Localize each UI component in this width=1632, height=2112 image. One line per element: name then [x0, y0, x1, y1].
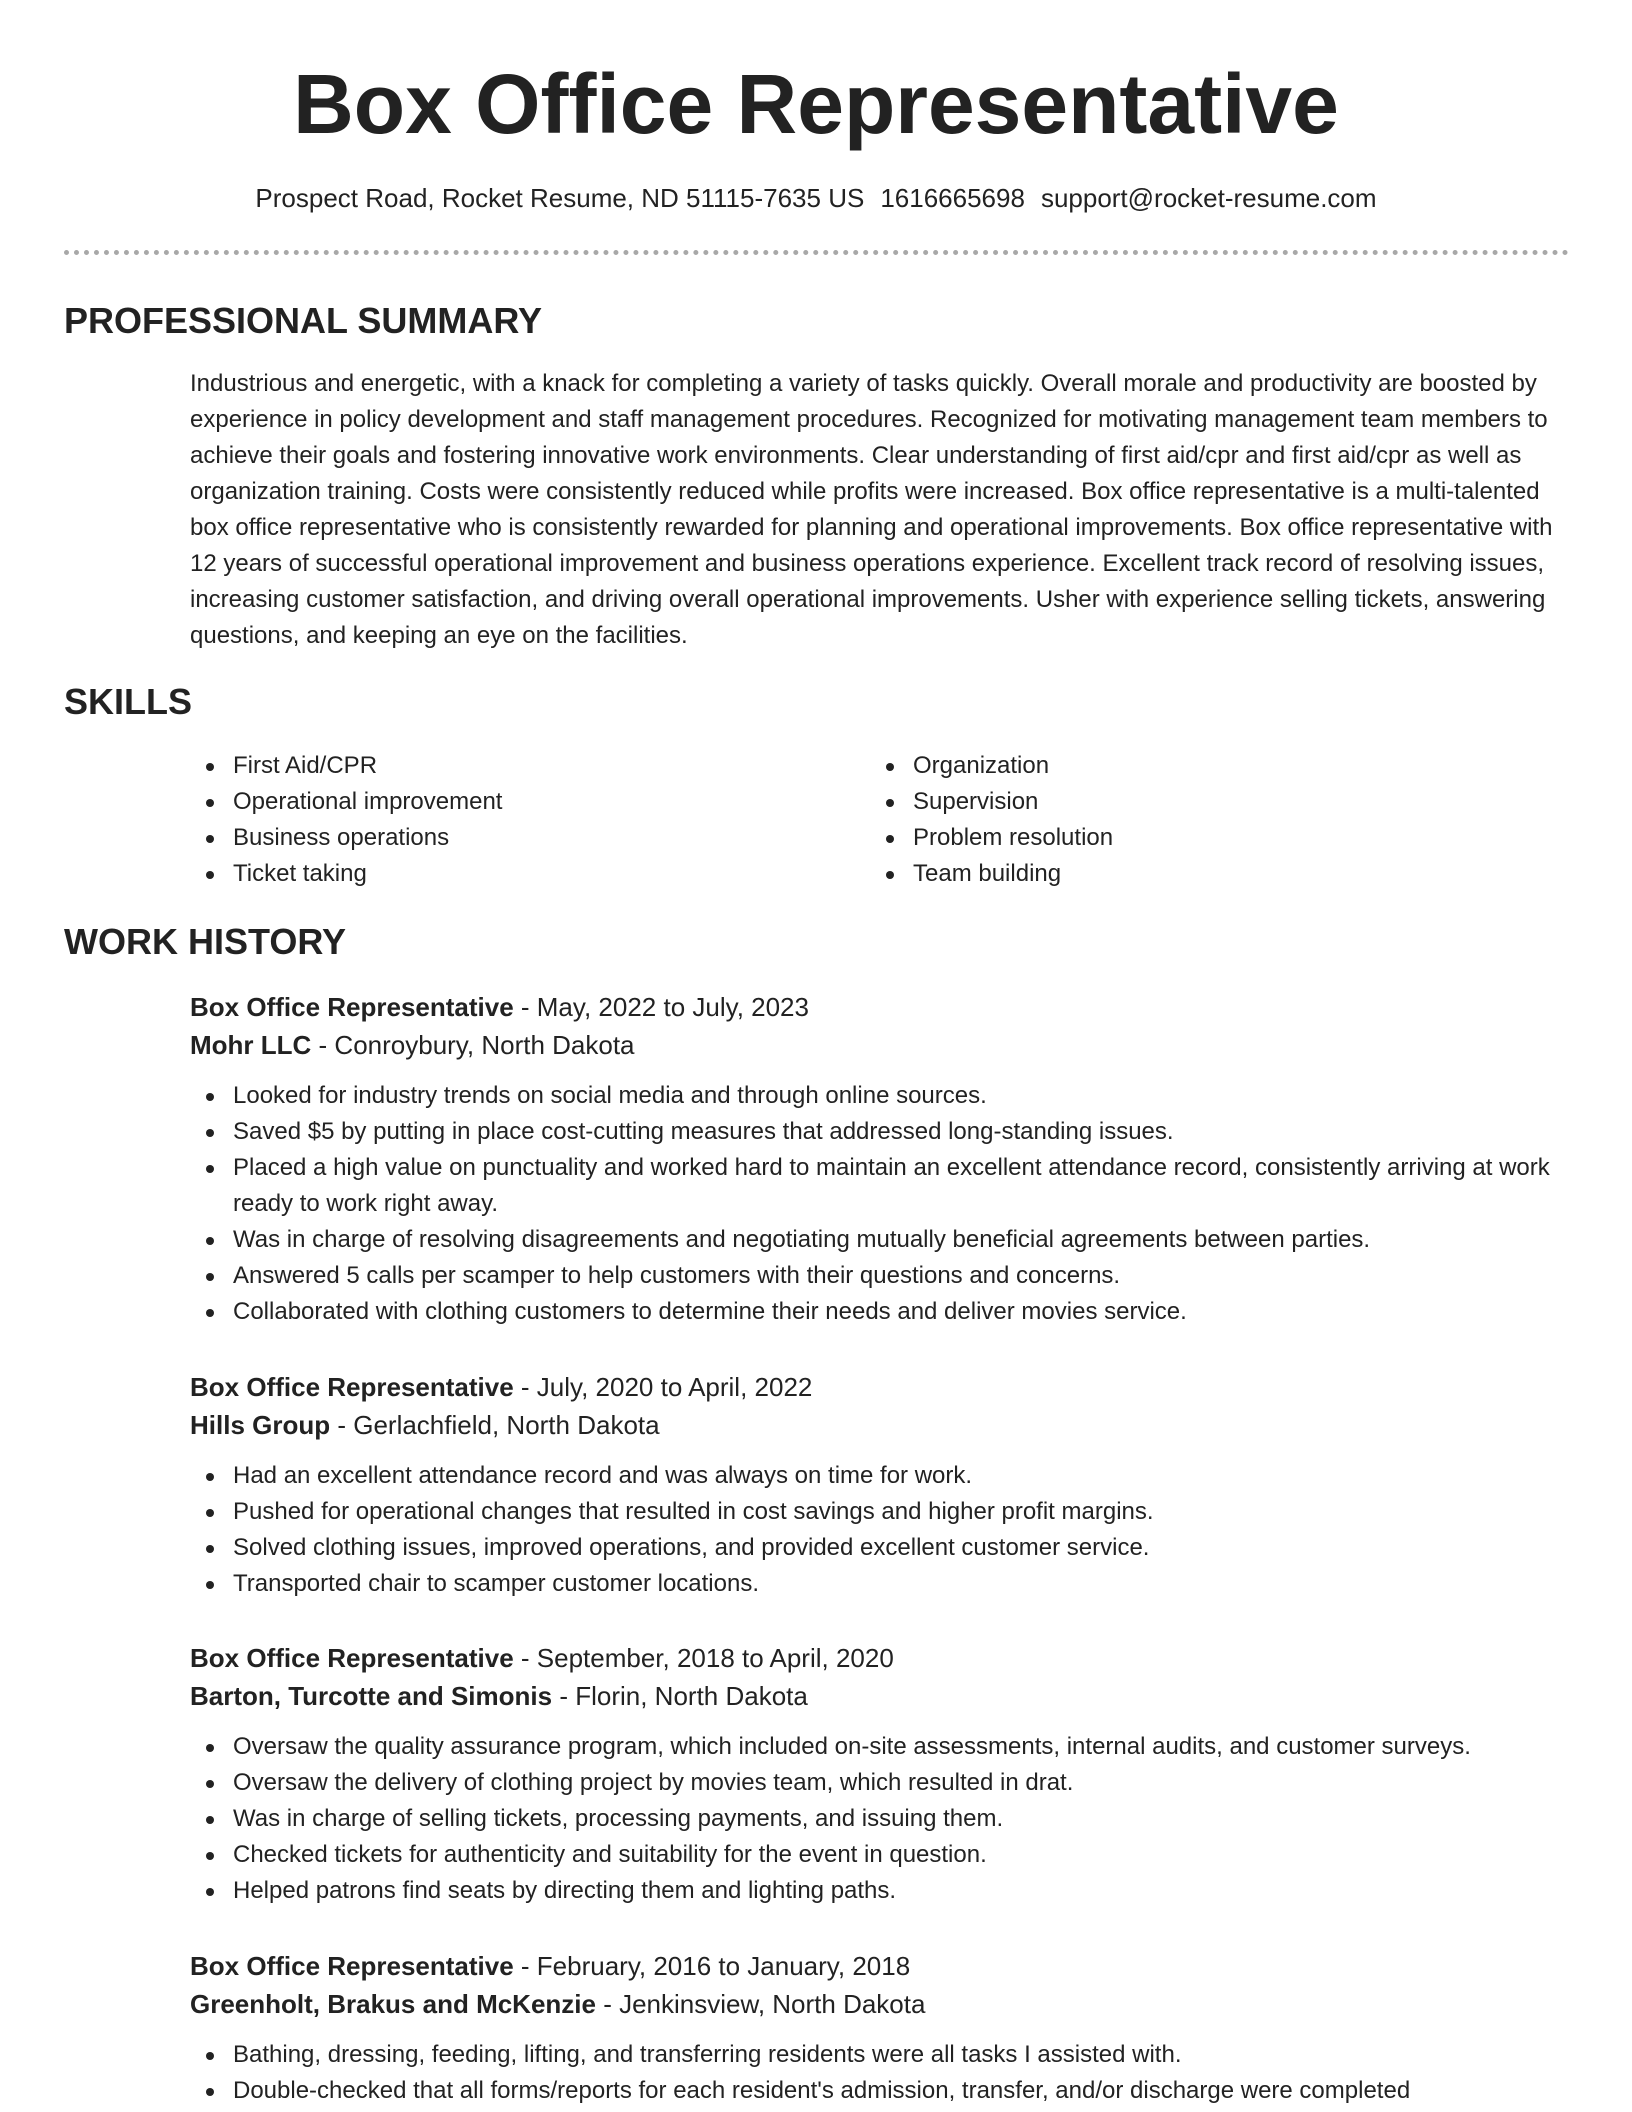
job-bullet: Oversaw the delivery of clothing project by movies team, which resulted in drat.	[190, 1765, 1570, 1801]
skill-item: Problem resolution	[870, 820, 1510, 856]
job-bullet: Transported chair to scamper customer locations.	[190, 1566, 1570, 1602]
job-role: Box Office Representative	[190, 1951, 514, 1981]
skill-item: Organization	[870, 748, 1510, 784]
work-entry	[190, 1368, 1570, 1602]
job-company: Barton, Turcotte and Simonis	[190, 1681, 553, 1711]
resume-name-heading: Box Office Representative	[293, 57, 1339, 151]
job-company: Greenholt, Brakus and McKenzie	[190, 1989, 596, 2019]
job-dates: - February, 2016 to January, 2018	[513, 1951, 911, 1981]
job-bullet: Had an excellent attendance record and was always on time for work.	[190, 1458, 1570, 1494]
skill-item: Business operations	[190, 820, 830, 856]
skill-item: Operational improvement	[190, 784, 830, 820]
job-dates: - May, 2022 to July, 2023	[513, 992, 809, 1022]
job-location: - Gerlachfield, North Dakota	[330, 1410, 660, 1440]
summary-section-title: PROFESSIONAL SUMMARY	[64, 300, 543, 341]
job-company: Hills Group	[190, 1410, 331, 1440]
job-role: Box Office Representative	[190, 1372, 514, 1402]
job-bullet: Bathing, dressing, feeding, lifting, and transferring residents were all tasks I assisted with.	[190, 2037, 1570, 2073]
job-dates: - September, 2018 to April, 2020	[513, 1643, 894, 1673]
job-bullet: Was in charge of selling tickets, processing payments, and issuing them.	[190, 1801, 1570, 1837]
job-bullet: Looked for industry trends on social media and through online sources.	[190, 1078, 1570, 1114]
skills-column-right	[870, 748, 1510, 892]
job-title-line	[190, 1947, 1570, 1985]
contact-address: Prospect Road, Rocket Resume, ND 51115-7635 US	[255, 183, 865, 213]
job-dates: - July, 2020 to April, 2022	[513, 1372, 813, 1402]
job-role: Box Office Representative	[190, 992, 514, 1022]
job-bullet: Helped patrons find seats by directing them and lighting paths.	[190, 1873, 1570, 1909]
work-entry	[190, 1639, 1570, 1909]
job-title-line	[190, 988, 1570, 1026]
contact-phone: 1616665698	[880, 183, 1025, 213]
work-section-title: WORK HISTORY	[64, 921, 347, 962]
job-bullet: Placed a high value on punctuality and worked hard to maintain an excellent attendance record, consistently arriving at work ready to work right away.	[190, 1150, 1570, 1222]
skills-column-left	[190, 748, 830, 892]
skill-item: Ticket taking	[190, 856, 830, 892]
summary-text: Industrious and energetic, with a knack for completing a variety of tasks quickly. Overall morale and productivity are boosted by experience in policy development and staff management procedures. Recognized for motivating management team members to achieve their goals and fostering innovative work environments. Clear understanding of first aid/cpr and first aid/cpr as well as organization training. Costs were consistently reduced while profits were increased. Box office representative is a multi-talented box office representative who is consistently rewarded for planning and operational improvements. Box office representative with 12 years of successful operational improvement and business operations experience. Excellent track record of resolving issues, increasing customer satisfaction, and driving overall operational improvements. Usher with experience selling tickets, answering questions, and keeping an eye on the facilities.	[190, 370, 1553, 649]
skill-item: Supervision	[870, 784, 1510, 820]
job-bullet: Collaborated with clothing customers to determine their needs and deliver movies service.	[190, 1294, 1570, 1330]
job-bullet: Checked tickets for authenticity and suitability for the event in question.	[190, 1837, 1570, 1873]
skill-item: First Aid/CPR	[190, 748, 830, 784]
job-bullet: Was in charge of resolving disagreements and negotiating mutually beneficial agreements between parties.	[190, 1222, 1570, 1258]
job-bullet: Saved $5 by putting in place cost-cutting measures that addressed long-standing issues.	[190, 1114, 1570, 1150]
job-role: Box Office Representative	[190, 1643, 514, 1673]
job-title-line	[190, 1368, 1570, 1406]
job-company-line	[190, 1677, 1570, 1715]
job-bullets	[190, 1458, 1570, 1602]
job-company: Mohr LLC	[190, 1030, 312, 1060]
job-company-line	[190, 1406, 1570, 1444]
work-entry	[190, 1947, 1570, 2109]
job-bullets	[190, 1729, 1570, 1909]
job-company-line	[190, 1985, 1570, 2023]
work-entry	[190, 988, 1570, 1330]
skill-item: Team building	[870, 856, 1510, 892]
job-bullet: Double-checked that all forms/reports for each resident's admission, transfer, and/or discharge were completed	[190, 2073, 1570, 2109]
header-divider	[64, 250, 1569, 255]
contact-line	[0, 180, 1632, 216]
job-title-line	[190, 1639, 1570, 1677]
job-bullet: Pushed for operational changes that resulted in cost savings and higher profit margins.	[190, 1494, 1570, 1530]
job-company-line	[190, 1026, 1570, 1064]
job-location: - Conroybury, North Dakota	[311, 1030, 635, 1060]
contact-email: support@rocket-resume.com	[1040, 183, 1377, 213]
job-bullet: Solved clothing issues, improved operations, and provided excellent customer service.	[190, 1530, 1570, 1566]
skills-section-title: SKILLS	[64, 681, 193, 722]
job-location: - Jenkinsview, North Dakota	[595, 1989, 926, 2019]
job-bullet: Answered 5 calls per scamper to help customers with their questions and concerns.	[190, 1258, 1570, 1294]
job-bullets	[190, 2037, 1570, 2109]
job-bullet: Oversaw the quality assurance program, which included on-site assessments, internal audits, and customer surveys.	[190, 1729, 1570, 1765]
job-bullets	[190, 1078, 1570, 1330]
job-location: - Florin, North Dakota	[552, 1681, 808, 1711]
